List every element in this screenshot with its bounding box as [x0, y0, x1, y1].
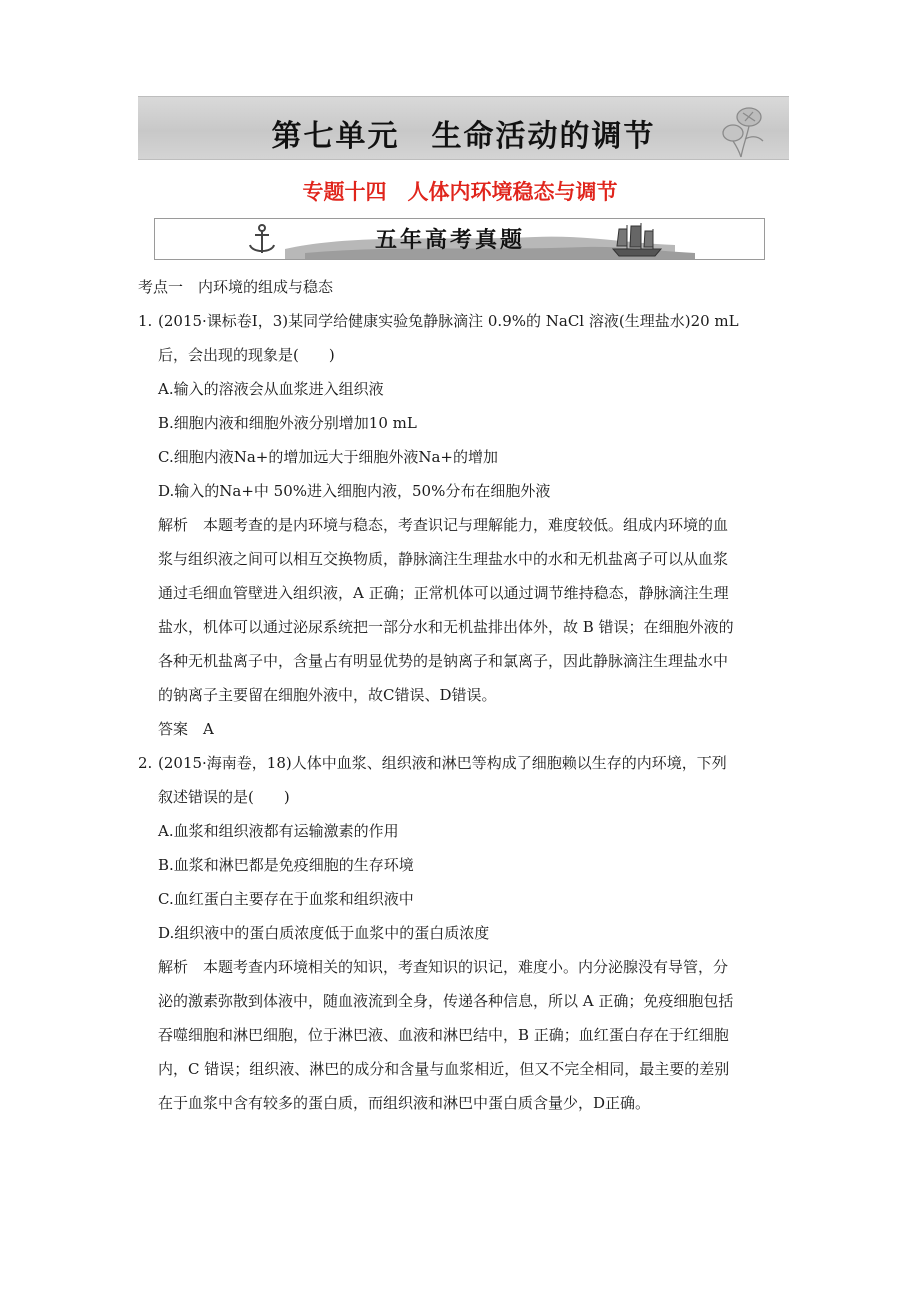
content	[138, 270, 788, 1120]
analysis-line: 通过毛细血管壁进入组织液，A 正确；正常机体可以通过调节维持稳态，静脉滴注生理	[158, 584, 729, 602]
option-a: A.输入的溶液会从血浆进入组织液	[158, 380, 384, 398]
analysis-line: 泌的激素弥散到体液中，随血液流到全身，传递各种信息，所以 A 正确；免疫细胞包括	[158, 992, 734, 1010]
anchor-icon	[247, 223, 277, 257]
question-1	[138, 304, 788, 746]
flower-decoration-icon	[715, 101, 775, 159]
question-number: 2.	[138, 754, 153, 772]
topic-title: 专题十四 人体内环境稳态与调节	[302, 180, 618, 204]
analysis-line: 吞噬细胞和淋巴细胞，位于淋巴液、血液和淋巴结中，B 正确；血红蛋白存在于红细胞	[158, 1026, 729, 1044]
option-b: B.血浆和淋巴都是免疫细胞的生存环境	[158, 856, 414, 874]
unit-banner	[138, 96, 789, 160]
analysis-line: 解析 本题考查内环境相关的知识，考查知识的识记，难度小。内分泌腺没有导管，分	[158, 958, 729, 976]
analysis-line: 的钠离子主要留在细胞外液中，故C错误、D错误。	[158, 686, 497, 704]
option-d: D.输入的Na+中 50%进入细胞内液，50%分布在细胞外液	[158, 482, 551, 500]
option-a: A.血浆和组织液都有运输激素的作用	[158, 822, 399, 840]
unit-title: 第七单元 生命活动的调节	[271, 119, 656, 154]
option-d: D.组织液中的蛋白质浓度低于血浆中的蛋白质浓度	[158, 924, 490, 942]
analysis-line: 内，C 错误；组织液、淋巴的成分和含量与血浆相近，但又不完全相同，最主要的差别	[158, 1060, 730, 1078]
question-stem-line: (2015·海南卷，18)人体中血浆、组织液和淋巴等构成了细胞赖以生存的内环境，下列	[158, 754, 727, 772]
question-stem-line: 叙述错误的是( )	[158, 788, 290, 806]
kaodian-heading: 考点一 内环境的组成与稳态	[138, 278, 334, 296]
analysis-line: 浆与组织液之间可以相互交换物质，静脉滴注生理盐水中的水和无机盐离子可以从血浆	[158, 550, 729, 568]
analysis-line: 各种无机盐离子中，含量占有明显优势的是钠离子和氯离子，因此静脉滴注生理盐水中	[158, 652, 729, 670]
answer-line: 答案 A	[158, 720, 214, 738]
analysis-line: 在于血浆中含有较多的蛋白质，而组织液和淋巴中蛋白质含量少，D正确。	[158, 1094, 651, 1112]
option-c: C.细胞内液Na+的增加远大于细胞外液Na+的增加	[158, 448, 498, 466]
option-b: B.细胞内液和细胞外液分别增加10 mL	[158, 414, 417, 432]
analysis-line: 解析 本题考查的是内环境与稳态，考查识记与理解能力，难度较低。组成内环境的血	[158, 516, 729, 534]
question-2	[138, 746, 788, 1120]
analysis-line: 盐水，机体可以通过泌尿系统把一部分水和无机盐排出体外，故 B 错误；在细胞外液的	[158, 618, 734, 636]
section-title: 五年高考真题	[375, 228, 526, 253]
question-number: 1.	[138, 312, 153, 330]
question-stem-line: (2015·课标卷Ⅰ，3)某同学给健康实验兔静脉滴注 0.9%的 NaCl 溶液(生理盐水)20 mL	[158, 312, 739, 330]
question-stem-line: 后，会出现的现象是( )	[158, 346, 335, 364]
sailing-ship-icon	[607, 221, 667, 259]
section-banner	[154, 218, 765, 260]
option-c: C.血红蛋白主要存在于血浆和组织液中	[158, 890, 414, 908]
